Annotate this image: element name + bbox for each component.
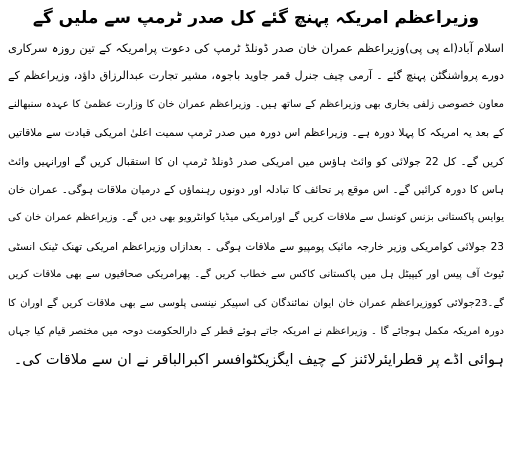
article-line: دورے پرواشنگٹن پہنچ گئے ۔ آرمی چیف جنرل قمر جاوید باجوہ، مشیر تجارت عبدالرزاق داؤد، وزیراعظم کے bbox=[8, 69, 504, 83]
article-headline: وزیراعظم امریکہ پہنچ گئے کل صدر ٹرمپ سے ملیں گے bbox=[32, 8, 480, 28]
article-line: اسلام آباد(اے پی پی)وزیراعظم عمران خان صدر ڈونلڈ ٹرمپ کی دعوت پرامریکہ کے تین روزہ سرکاری bbox=[8, 41, 504, 55]
article-body bbox=[8, 34, 504, 375]
article-line: یوایس پاکستانی بزنس کونسل سے ملاقات کریں گے اورامریکی میڈیا کوانٹرویو بھی دیں گے۔ وزیراعظم عمران خان کی bbox=[8, 212, 504, 224]
article-line: 23 جولائی کوامریکی وزیر خارجہ مائیک پومپیو سے ملاقات ہوگی ۔ بعدازاں وزیراعظم امریکی تھنک ٹینک انسٹی bbox=[8, 240, 504, 253]
article-line: ٹیوٹ آف پیس اور کیپیٹل ہل میں پاکستانی کاکس سے خطاب کریں گے۔ پھرامریکی صحافیوں سے بھی ملاقات کریں bbox=[8, 269, 504, 281]
article-line: ہوائی اڈے پر قطرایئرلائنز کے چیف ایگزیکٹوافسر اکبرالباقر نے ان سے ملاقات کی۔ bbox=[13, 352, 504, 369]
article-line: معاون خصوصی زلفی بخاری بھی وزیراعظم کے ساتھ ہیں۔ وزیراعظم عمران خان کا وزارت عظمیٰ کا عہدہ سنبھالنے bbox=[8, 98, 504, 110]
article-line: ہاس کا دورہ کرائیں گے۔ اس موقع پر تحائف کا تبادلہ اور دونوں رہنماؤں کے درمیان ملاقات ہوگی۔ عمران خان bbox=[8, 183, 504, 196]
article-line: کے بعد یہ امریکہ کا پہلا دورہ ہے۔ وزیراعظم اس دورہ میں صدر ٹرمپ سمیت اعلیٰ امریکی قیادت سے ملاقاتیں bbox=[8, 127, 504, 140]
article-line: دورہ امریکہ مکمل ہوجائے گا ۔ وزیراعظم نے امریکہ جاتے ہوئے قطر کے دارالحکومت دوحہ میں مختصر قیام کیا جہاں bbox=[8, 325, 504, 337]
article-line: گے۔23جولائی کووزیراعظم عمران خان ایوان نمائندگان کی اسپیکر نینسی پلوسی سے بھی ملاقات کریں گے اوران کا bbox=[8, 297, 504, 309]
article-line: کریں گے۔ کل 22 جولائی کو وائٹ ہاؤس میں امریکی صدر ڈونلڈ ٹرمپ ان کا استقبال کریں گے اورانہیں وائٹ bbox=[8, 155, 504, 168]
